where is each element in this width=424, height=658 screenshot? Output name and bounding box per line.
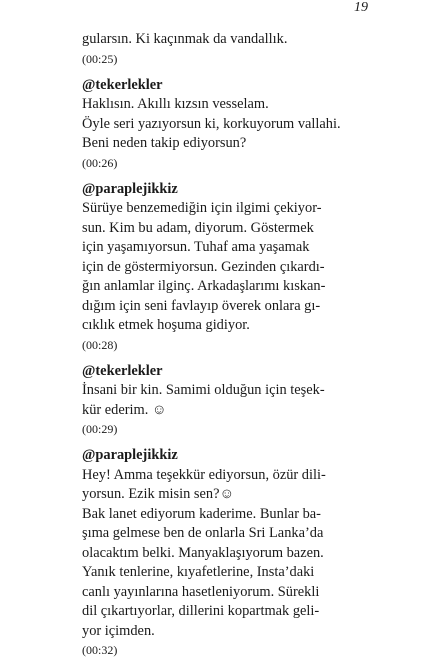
timestamp: (00:25): [82, 51, 118, 66]
timestamp: (00:32): [82, 643, 118, 657]
message-line: Bak lanet ediyorum kaderime. Bunlar ba-: [82, 505, 321, 522]
message-line: gularsın. Ki kaçınmak da vandallık.: [82, 31, 288, 47]
message-line: Öyle seri yazıyorsun ki, korkuyorum vallahi.: [82, 115, 341, 132]
message-line: kür ederim. ☺: [82, 401, 167, 418]
message-line: Beni neden takip ediyorsun?: [82, 135, 247, 151]
message-block: [82, 362, 368, 438]
message-line: yor içimden.: [82, 622, 155, 639]
timestamp: (00:28): [82, 337, 118, 352]
message-line: Yanık tenlerine, kıyafetlerine, Insta’daki: [82, 564, 315, 580]
author-handle: @tekerlekler: [82, 76, 163, 93]
message-line: için yaşamıyorsun. Tuhaf ama yaşamak: [82, 239, 310, 255]
message-line: Sürüye benzemediğin için ilgimi çekiyor-: [82, 200, 322, 216]
message-line: cıklık etmek hoşuma gidiyor.: [82, 317, 250, 333]
page-number: 19: [354, 0, 368, 15]
author-handle: @tekerlekler: [82, 362, 163, 379]
message-line: olacaktım belki. Manyaklaşıyorum bazen.: [82, 544, 324, 561]
message-line: sun. Kim bu adam, diyorum. Göstermek: [82, 219, 314, 236]
message-line: şıma gelmese ben de onlarla Sri Lanka’da: [82, 525, 324, 541]
author-handle: @paraplejikkiz: [82, 180, 178, 197]
message-block: [82, 76, 368, 171]
message-line: Haklısın. Akıllı kızsın vesselam.: [82, 96, 269, 112]
transcript: [82, 30, 368, 658]
message-line: ğın anlamlar ilginç. Arkadaşlarımı kıskan-: [82, 278, 326, 294]
message-block: [82, 446, 368, 658]
message-line: dığım için seni favlayıp överek onlara gı-: [82, 297, 321, 314]
author-handle: @paraplejikkiz: [82, 447, 178, 463]
message-line: dil çıkartıyorlar, dillerini kopartmak geli-: [82, 603, 320, 619]
message-line: için de göstermiyorsun. Gezinden çıkardı-: [82, 258, 325, 275]
message-line: İnsani bir kin. Samimi olduğun için teşek-: [82, 382, 325, 398]
message-block: [82, 180, 368, 353]
message-block: [82, 30, 368, 67]
message-line: canlı yayınlarına hasetleniyorum. Sürekli: [82, 583, 320, 600]
timestamp: (00:26): [82, 155, 118, 170]
message-line: yorsun. Ezik misin sen?☺: [82, 486, 235, 502]
message-line: Hey! Amma teşekkür ediyorsun, özür dili-: [82, 466, 326, 483]
timestamp: (00:29): [82, 422, 118, 436]
